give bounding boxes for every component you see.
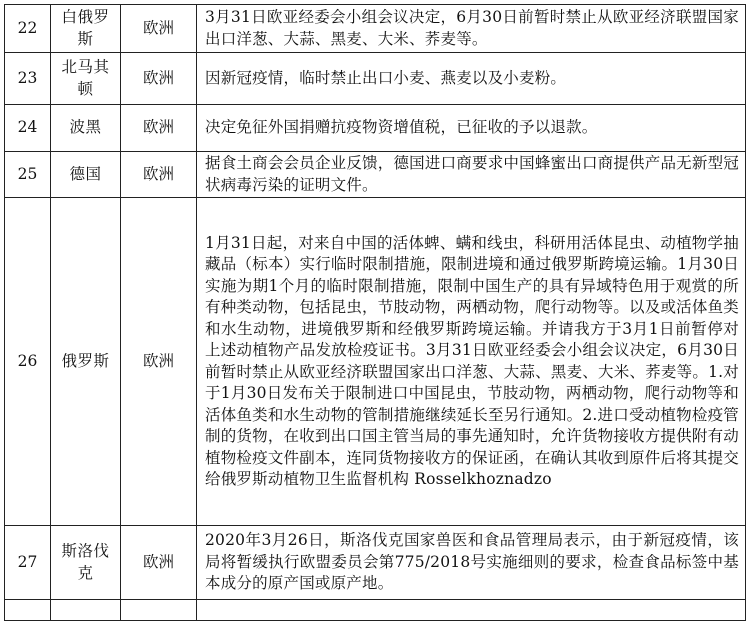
region-cell: 欧洲	[121, 526, 197, 600]
table-row	[5, 152, 746, 198]
measure-description: 2020年3月26日，斯洛伐克国家兽医和食品管理局表示，由于新冠疫情，该局将暂缓执行欧盟委员会第775/2018号实施细则的要求，检查食品标签中基本成分的原产国或原产地。	[197, 526, 746, 600]
row-number: 22	[5, 5, 51, 53]
empty-cell	[5, 600, 51, 621]
table-row	[5, 105, 746, 152]
table-row-partial	[5, 600, 746, 621]
row-number: 27	[5, 526, 51, 600]
empty-cell	[121, 600, 197, 621]
row-number: 24	[5, 105, 51, 152]
table-row	[5, 53, 746, 105]
row-number: 25	[5, 152, 51, 198]
measure-description: 因新冠疫情，临时禁止出口小麦、燕麦以及小麦粉。	[197, 53, 746, 105]
region-cell: 欧洲	[121, 5, 197, 53]
empty-cell	[51, 600, 121, 621]
country-cell: 北马其顿	[51, 53, 121, 105]
country-cell: 白俄罗斯	[51, 5, 121, 53]
measure-description: 据食土商会会员企业反馈，德国进口商要求中国蜂蜜出口商提供产品无新型冠状病毒污染的证明文件。	[197, 152, 746, 198]
row-number: 26	[5, 198, 51, 526]
region-cell: 欧洲	[121, 198, 197, 526]
region-cell: 欧洲	[121, 105, 197, 152]
table-row	[5, 198, 746, 526]
country-cell: 波黑	[51, 105, 121, 152]
region-cell: 欧洲	[121, 152, 197, 198]
document-table	[4, 4, 746, 621]
empty-cell	[197, 600, 746, 621]
country-cell: 斯洛伐克	[51, 526, 121, 600]
country-cell: 德国	[51, 152, 121, 198]
country-cell: 俄罗斯	[51, 198, 121, 526]
table-row	[5, 5, 746, 53]
row-number: 23	[5, 53, 51, 105]
region-cell: 欧洲	[121, 53, 197, 105]
measure-description: 1月31日起，对来自中国的活体蜱、螨和线虫，科研用活体昆虫、动植物学抽藏品（标本）实行临时限制措施，限制进境和通过俄罗斯跨境运输。1月30日实施为期1个月的临时限制措施，限制中国生产的具有异域特色用于观赏的所有种类动物，包括昆虫，节肢动物，两栖动物，爬行动物等。以及或活体鱼类和水生动物，进境俄罗斯和经俄罗斯跨境运输。并请我方于3月1日前暂停对上述动植物产品发放检疫证书。3月31日欧亚经委会小组会议决定，6月30日前暂时禁止从欧亚经济联盟国家出口洋葱、大蒜、黑麦、大米、荞麦等。1.对于1月30日发布关于限制进口中国昆虫，节肢动物，两栖动物，爬行动物等和活体鱼类和水生动物的管制措施继续延长至另行通知。2.进口受动植物检疫管制的货物，在收到出口国主管当局的事先通知时，允许货物接收方提供附有动植物检疫文件副本，连同货物接收方的保证函，在确认其收到原件后将其提交给俄罗斯动植物卫生监督机构 Rosselkhoznadzo	[197, 198, 746, 526]
measure-description: 决定免征外国捐赠抗疫物资增值税，已征收的予以退款。	[197, 105, 746, 152]
table-row	[5, 526, 746, 600]
measure-description: 3月31日欧亚经委会小组会议决定，6月30日前暂时禁止从欧亚经济联盟国家出口洋葱、大蒜、黑麦、大米、荞麦等。	[197, 5, 746, 53]
